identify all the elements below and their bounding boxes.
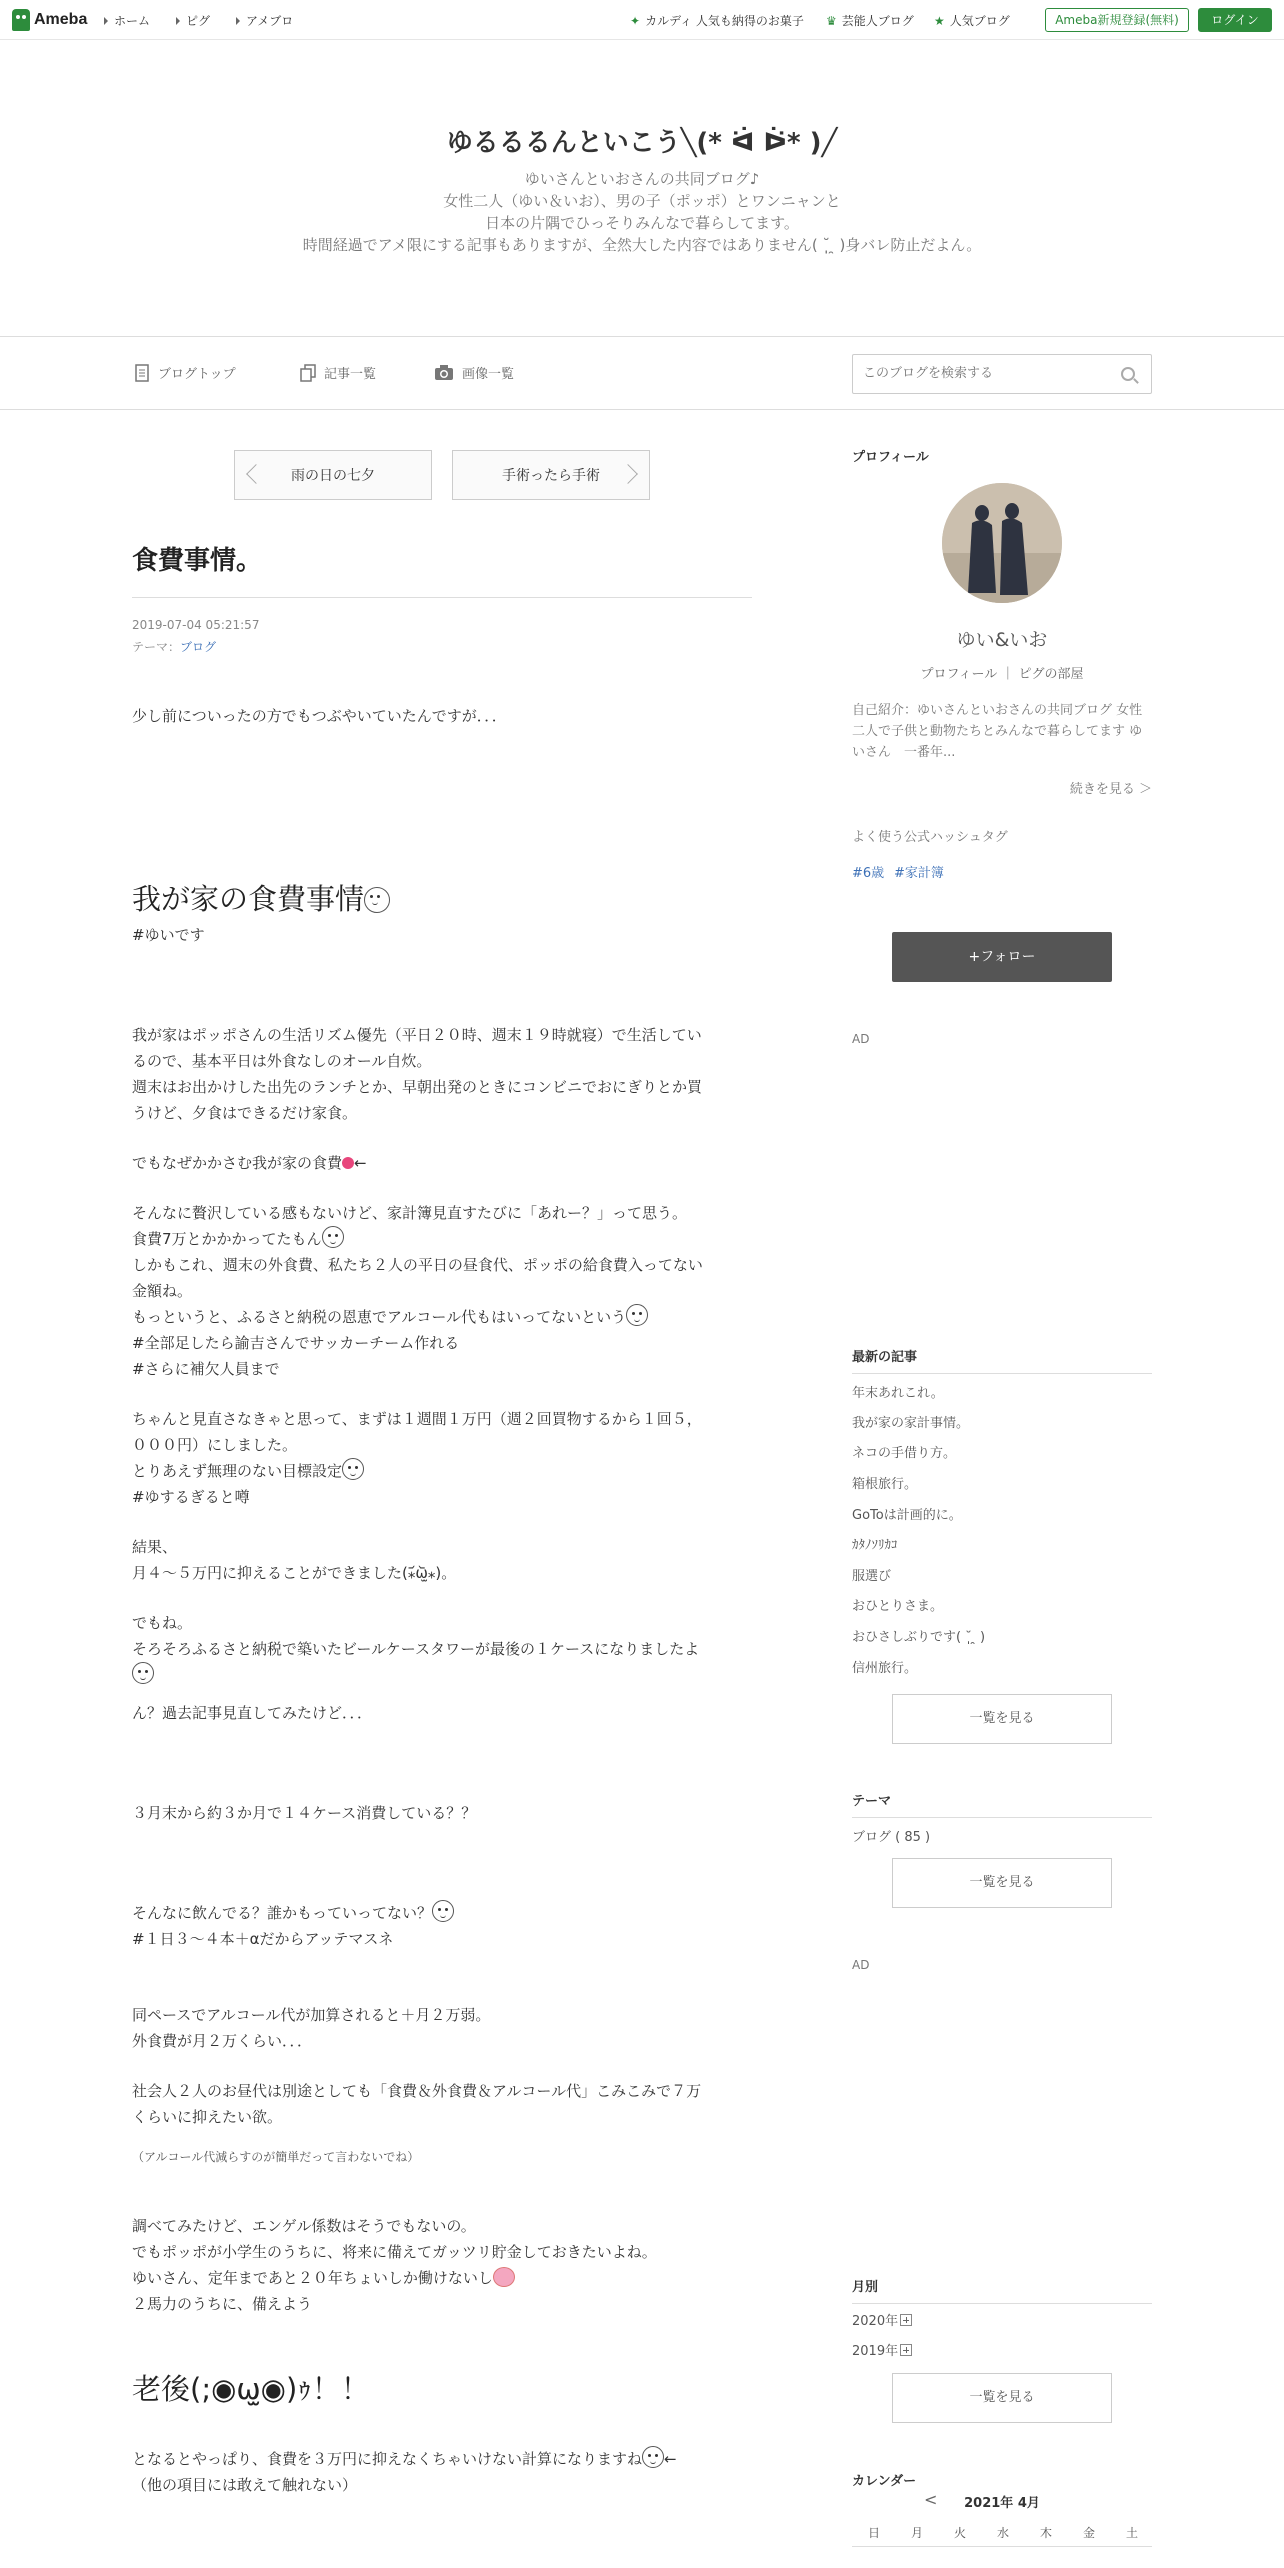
recent-article-link[interactable]: 信州旅行。 <box>852 1661 918 1676</box>
paragraph: ん？過去記事見直してみたけど．．． <box>132 1704 373 1722</box>
search-input[interactable] <box>863 355 1103 391</box>
weekday: 木 <box>1040 2526 1053 2540</box>
line-text: もっというと、ふるさと納税の恩恵でアルコール代もはいってないという <box>132 1308 627 1326</box>
line: 我が家はポッポさんの生活リズム優先（平日２０時、週末１９時就寝）で生活してい <box>132 1026 702 1044</box>
heading-food-cost <box>132 877 752 918</box>
line: 調べてみたけど、エンゲル係数はそうでもないの。 <box>132 2217 476 2235</box>
ad-label: AD <box>852 1958 870 1972</box>
recent-article-link[interactable]: ｶﾀﾉｿﾘｶｺ <box>852 1538 898 1553</box>
emoji-icon <box>364 887 390 913</box>
profile-more-link[interactable]: 続きを見る ＞ <box>1069 782 1152 797</box>
paragraph: でもなぜかかさむ我が家の食費 ← <box>132 1154 367 1172</box>
paragraph <box>132 2446 752 2498</box>
weekday: 日 <box>868 2526 881 2540</box>
global-header <box>0 0 1284 40</box>
blog-desc-line: 女性二人（ゆい＆いお）、男の子（ポッポ）とワンニャンと <box>443 192 841 210</box>
month-list-button[interactable]: 一覧を見る <box>892 2373 1112 2423</box>
nav-ameblo[interactable] <box>236 12 293 29</box>
profile-title: プロフィール <box>852 450 929 465</box>
search-icon[interactable] <box>1121 367 1135 381</box>
nav-home-label: ホーム <box>114 14 151 28</box>
line <box>132 1900 752 1926</box>
calendar-title: カレンダー <box>852 2474 917 2489</box>
hashtag-link[interactable]: #6歳 <box>852 866 885 881</box>
weekday: 月 <box>911 2526 924 2540</box>
recent-article-link[interactable]: ネコの手借り方。 <box>852 1446 957 1461</box>
recent-article-link[interactable]: 年末あれこれ。 <box>852 1386 944 1401</box>
weekday: 火 <box>954 2526 967 2540</box>
line: 月４～５万円に抑えることができました(⁎᷄ω̫᷅⁎)。 <box>132 1564 457 1582</box>
document-icon <box>134 364 150 382</box>
nav-article-list-label: 記事一覧 <box>324 367 377 382</box>
theme-list-button[interactable]: 一覧を見る <box>892 1858 1112 1908</box>
prev-article-button[interactable] <box>234 450 432 500</box>
heading-retirement: 老後(;◉ω̫◉)ｩ！！ <box>132 2372 370 2406</box>
month-label: 2020年 <box>852 2314 899 2329</box>
line: 結果、 <box>132 1538 178 1556</box>
nav-pigg-label: ピグ <box>186 14 211 28</box>
plus-icon[interactable] <box>900 2314 912 2326</box>
next-article-button[interactable] <box>452 450 650 500</box>
recent-article-link[interactable]: 箱根旅行。 <box>852 1477 918 1492</box>
ameba-logo[interactable] <box>12 8 87 32</box>
profile-intro: 自己紹介：ゆいさんといおさんの共同ブログ 女性二人で子供と動物たちとみんなで暮らしてます ゆいさん 一番年... <box>852 703 1143 760</box>
link-celebrity-label: 芸能人ブログ <box>841 14 914 28</box>
line: #全部足したら諭吉さんでサッカーチーム作れる <box>132 1334 460 1352</box>
nav-image-list[interactable] <box>434 363 514 382</box>
crown-icon: ♛ <box>826 13 837 28</box>
line: 週末はお出かけした出先のランチとか、早朝出発のときにコンビニでおにぎりとか買 <box>132 1078 703 1096</box>
ameba-logo-icon <box>12 9 30 31</box>
hashtag-title: よく使う公式ハッシュタグ <box>852 830 1008 845</box>
line: #さらに補欠人員まで <box>132 1360 280 1378</box>
line <box>132 1226 752 1252</box>
blog-header <box>0 40 1284 337</box>
nav-ameblo-label: アメブロ <box>246 14 294 28</box>
line <box>132 1458 752 1484</box>
paragraph: 少し前についったの方でもつぶやいていたんですが．．． <box>132 707 507 725</box>
blog-title[interactable]: ゆるるるんといこう╲(* ᐛ ᐖ* )╱ <box>446 128 838 158</box>
heart-icon <box>342 1157 354 1169</box>
emoji-icon <box>322 1226 344 1248</box>
profile-name[interactable]: ゆい&いお <box>956 629 1048 651</box>
heading-text: 我が家の食費事情 <box>132 882 365 916</box>
star-icon: ★ <box>934 13 945 28</box>
line: うけど、夕食はできるだけ家食。 <box>132 1104 358 1122</box>
blog-desc-line: 日本の片隅でひっそりみんなで暮らしてます。 <box>485 214 799 232</box>
paragraph <box>132 1406 752 1510</box>
blog-search[interactable] <box>852 354 1152 394</box>
nav-blog-top-label: ブログトップ <box>158 367 236 382</box>
line-text: となるとやっぱり、食費を３万円に抑えなくちゃいけない計算になりますね <box>132 2450 643 2468</box>
line: #ゆするぎると噂 <box>132 1488 250 1506</box>
emoji-icon <box>432 1900 454 1922</box>
paragraph <box>132 1022 752 1126</box>
month-2020[interactable] <box>852 2310 912 2329</box>
blog-description <box>0 168 1284 256</box>
article-theme <box>132 638 752 655</box>
line: でもポッポが小学生のうちに、将来に備えてガッツリ貯金しておきたいよね。 <box>132 2243 657 2261</box>
line: でもなぜかかさむ我が家の食費 <box>132 1154 343 1172</box>
nav-home[interactable] <box>104 12 150 29</box>
line: （他の項目には敢えて触れない） <box>132 2476 358 2494</box>
weekday: 金 <box>1083 2526 1096 2540</box>
avatar-silhouette-icon <box>942 483 1062 603</box>
camera-icon <box>434 364 454 382</box>
calendar-month: 2021年 4月 <box>964 2496 1040 2511</box>
sparkle-icon: ✦ <box>630 13 641 28</box>
avatar[interactable] <box>942 483 1062 603</box>
ameba-logo-text: Ameba <box>34 11 88 28</box>
line-text: とりあえず無理のない目標設定 <box>132 1462 343 1480</box>
nav-image-list-label: 画像一覧 <box>462 367 515 382</box>
theme-link[interactable]: ブログ <box>180 640 217 654</box>
recent-list-button[interactable]: 一覧を見る <box>892 1694 1112 1744</box>
emoji-icon <box>132 1662 154 1684</box>
link-kaldi-label: カルディ 人気も納得のお菓子 <box>645 14 804 28</box>
line: #１日３～４本＋αだからアッテマスネ <box>132 1930 394 1948</box>
recent-article-link[interactable]: 服選び <box>852 1569 892 1584</box>
triangle-icon <box>104 17 108 25</box>
recent-article-link[interactable]: おひとりさま。 <box>852 1599 944 1614</box>
login-button[interactable]: ログイン <box>1198 8 1272 32</box>
triangle-icon <box>236 17 240 25</box>
line: そんなに贅沢している感もないけど、家計簿見直すたびに「あれー？」って思う。 <box>132 1204 688 1222</box>
copy-icon <box>300 364 316 382</box>
theme-item-link[interactable]: ブログ ( 85 ) <box>852 1830 931 1845</box>
recent-article-link[interactable]: GoToは計画的に。 <box>852 1508 962 1523</box>
hashtag-text: #ゆいです <box>132 926 205 944</box>
chevron-right-icon <box>618 464 638 484</box>
line: でもね。 <box>132 1614 193 1632</box>
line: 社会人２人のお昼代は別途としても「食費＆外食費＆アルコール代」こみこみで７万 <box>132 2082 702 2100</box>
link-popular-label: 人気ブログ <box>949 14 1010 28</box>
line-text: 食費7万とかかかってたもん <box>132 1230 322 1248</box>
chevron-left-icon[interactable]: < <box>924 2490 938 2509</box>
month-2019[interactable] <box>852 2340 912 2359</box>
article <box>132 540 752 2498</box>
line: 外食費が月２万くらい．．． <box>132 2032 313 2050</box>
recent-title: 最新の記事 <box>852 1346 1152 1374</box>
line: ちゃんと見直さなきゃと思って、まずは１週間１万円（週２回買物するから１回５， <box>132 1410 702 1428</box>
profile-links[interactable]: プロフィール ｜ ピグの部屋 <box>920 667 1084 682</box>
nav-blog-top[interactable] <box>134 363 236 382</box>
blog-desc-line: 時間経過でアメ限にする記事もありますが、全然大した内容ではありません( ˘̩̩̩ ̯ )身バレ防止だよん。 <box>302 236 982 254</box>
chevron-left-icon <box>246 464 266 484</box>
line-text: そんなに飲んでる？誰かもっていってない？ <box>132 1904 433 1922</box>
register-button[interactable]: Ameba新規登録(無料) <box>1045 8 1189 32</box>
emoji-icon <box>342 1458 364 1480</box>
month-label: 2019年 <box>852 2344 899 2359</box>
prev-article-label: 雨の日の七夕 <box>291 468 375 484</box>
line: そろそろふるさと納税で築いたビールケースタワーが最後の１ケースになりましたよ <box>132 1640 700 1658</box>
paragraph <box>132 1900 752 1952</box>
emoji-icon <box>626 1304 648 1326</box>
month-title: 月別 <box>852 2276 1152 2304</box>
paragraph <box>132 2078 752 2130</box>
line: くらいに抑えたい欲。 <box>132 2108 283 2126</box>
line: しかもこれ、週末の外食費、私たち２人の平日の昼食代、ポッポの給食費入ってない <box>132 1256 703 1274</box>
theme-label: テーマ： <box>132 640 181 654</box>
paragraph <box>132 2213 752 2317</box>
triangle-icon <box>176 17 180 25</box>
follow-button[interactable]: +フォロー <box>892 932 1112 982</box>
paragraph <box>132 1200 752 1382</box>
recent-article-link[interactable]: おひさしぶりです( ˘̩̩̩ ̯ ) <box>852 1630 986 1645</box>
recent-article-link[interactable]: 我が家の家計事情。 <box>852 1416 970 1431</box>
line <box>132 2265 752 2291</box>
line-text: ゆいさん、定年まであと２０年ちょいしか働けないし <box>132 2269 493 2287</box>
calendar-divider <box>852 2546 1152 2547</box>
pig-emoji-icon <box>493 2267 515 2287</box>
line <box>132 1304 752 1330</box>
line: るので、基本平日は外食なしのオール自炊。 <box>132 1052 432 1070</box>
paragraph <box>132 1534 752 1586</box>
plus-icon[interactable] <box>900 2344 912 2356</box>
link-kaldi[interactable] <box>630 12 804 29</box>
line: 同ペースでアルコール代が加算されると＋月２万弱。 <box>132 2006 491 2024</box>
line: 金額ね。 <box>132 1282 193 1300</box>
small-note: （アルコール代減らすのが簡単だって言わないでね） <box>132 2150 420 2164</box>
emoji-icon <box>642 2446 664 2468</box>
next-article-label: 手術ったら手術 <box>502 468 600 484</box>
link-celebrity-blog[interactable] <box>826 12 914 29</box>
blog-subnav <box>0 337 1284 410</box>
paragraph <box>132 2002 752 2054</box>
nav-pigg[interactable] <box>176 12 210 29</box>
ad-label: AD <box>852 1032 870 1046</box>
article-title[interactable]: 食費事情。 <box>132 540 752 598</box>
line <box>132 1662 752 1688</box>
paragraph <box>132 1610 752 1688</box>
hashtag-link[interactable]: #家計簿 <box>894 866 944 881</box>
blog-desc-line: ゆいさんといおさんの共同ブログ♪ <box>524 170 760 188</box>
link-popular-blog[interactable] <box>934 12 1010 29</box>
line: となるとやっぱり、食費を３万円に抑えなくちゃいけない計算になりますね ← <box>132 2446 752 2472</box>
paragraph: ３月末から約３か月で１４ケース消費している？？ <box>132 1804 477 1822</box>
nav-article-list[interactable] <box>300 363 376 382</box>
weekday: 水 <box>997 2526 1010 2540</box>
weekday: 土 <box>1126 2526 1139 2540</box>
article-date: 2019-07-04 05:21:57 <box>132 618 260 632</box>
line: ０００円）にしました。 <box>132 1436 298 1454</box>
theme-title: テーマ <box>852 1790 1152 1818</box>
line: ２馬力のうちに、備えよう <box>132 2295 313 2313</box>
